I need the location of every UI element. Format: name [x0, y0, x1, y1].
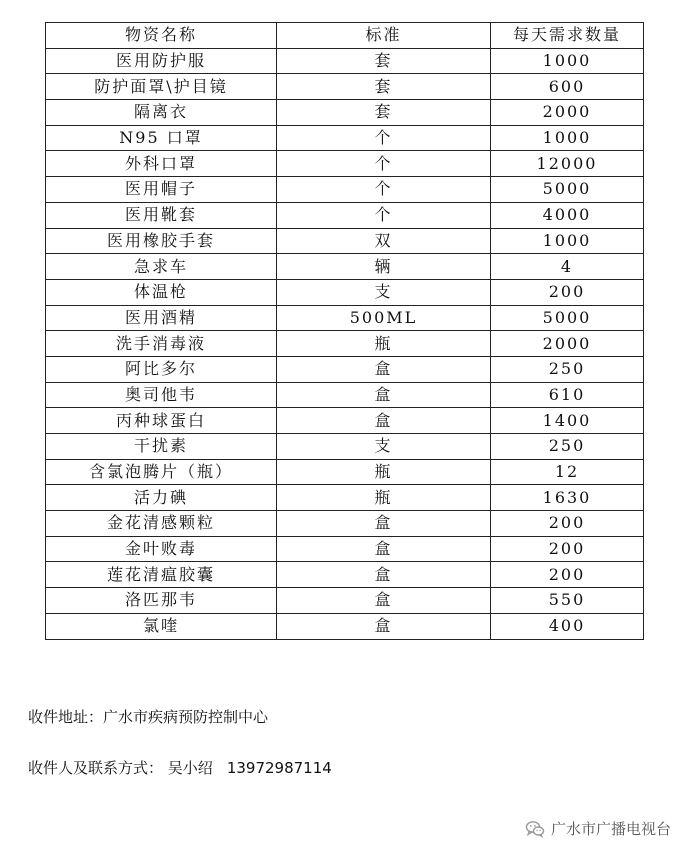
cell-standard: 个	[277, 177, 491, 203]
cell-daily-quantity: 1000	[491, 48, 644, 74]
supplies-table	[45, 22, 644, 640]
table-row	[46, 511, 644, 537]
table-row	[46, 279, 644, 305]
table-row	[46, 536, 644, 562]
table-row	[46, 434, 644, 460]
table-body	[46, 48, 644, 639]
cell-standard: 盒	[277, 588, 491, 614]
cell-standard: 个	[277, 125, 491, 151]
contact-name: 吴小绍	[167, 759, 213, 777]
cell-standard: 辆	[277, 254, 491, 280]
cell-daily-quantity: 200	[491, 536, 644, 562]
cell-daily-quantity: 12	[491, 459, 644, 485]
cell-item-name: 丙种球蛋白	[46, 408, 277, 434]
cell-daily-quantity: 4	[491, 254, 644, 280]
cell-standard: 个	[277, 202, 491, 228]
cell-standard: 支	[277, 279, 491, 305]
cell-daily-quantity: 250	[491, 356, 644, 382]
cell-item-name: N95 口罩	[46, 125, 277, 151]
cell-daily-quantity: 200	[491, 279, 644, 305]
table-row	[46, 228, 644, 254]
cell-daily-quantity: 1630	[491, 485, 644, 511]
cell-daily-quantity: 600	[491, 74, 644, 100]
cell-standard: 套	[277, 74, 491, 100]
cell-item-name: 金花清感颗粒	[46, 511, 277, 537]
table-header-row	[46, 23, 644, 49]
cell-daily-quantity: 5000	[491, 177, 644, 203]
table-row	[46, 125, 644, 151]
cell-item-name: 医用酒精	[46, 305, 277, 331]
cell-item-name: 医用靴套	[46, 202, 277, 228]
watermark	[525, 818, 671, 839]
watermark-text: 广水市广播电视台	[550, 820, 671, 838]
cell-daily-quantity: 2000	[491, 100, 644, 126]
cell-item-name: 医用橡胶手套	[46, 228, 277, 254]
cell-item-name: 医用防护服	[46, 48, 277, 74]
cell-daily-quantity: 200	[491, 511, 644, 537]
cell-standard: 双	[277, 228, 491, 254]
table-row	[46, 100, 644, 126]
contact-label: 收件人及联系方式：	[28, 759, 164, 777]
cell-standard: 个	[277, 151, 491, 177]
cell-daily-quantity: 250	[491, 434, 644, 460]
cell-item-name: 外科口罩	[46, 151, 277, 177]
cell-standard: 盒	[277, 356, 491, 382]
cell-standard: 瓶	[277, 485, 491, 511]
table-row	[46, 151, 644, 177]
table-row	[46, 459, 644, 485]
cell-item-name: 活力碘	[46, 485, 277, 511]
shipping-address	[28, 706, 268, 727]
table-row	[46, 588, 644, 614]
cell-item-name: 莲花清瘟胶囊	[46, 562, 277, 588]
table-row	[46, 177, 644, 203]
table-row	[46, 48, 644, 74]
cell-daily-quantity: 1000	[491, 125, 644, 151]
cell-standard: 盒	[277, 562, 491, 588]
cell-item-name: 洛匹那韦	[46, 588, 277, 614]
table-row	[46, 562, 644, 588]
table-row	[46, 356, 644, 382]
table-row	[46, 613, 644, 639]
cell-daily-quantity: 610	[491, 382, 644, 408]
cell-item-name: 奥司他韦	[46, 382, 277, 408]
contact-phone: 13972987114	[226, 759, 332, 777]
cell-daily-quantity: 4000	[491, 202, 644, 228]
cell-standard: 500ML	[277, 305, 491, 331]
cell-standard: 盒	[277, 511, 491, 537]
cell-item-name: 防护面罩\护目镜	[46, 74, 277, 100]
cell-standard: 支	[277, 434, 491, 460]
cell-item-name: 隔离衣	[46, 100, 277, 126]
header-item-name: 物资名称	[46, 23, 277, 49]
table-row	[46, 74, 644, 100]
table-row	[46, 485, 644, 511]
table-row	[46, 202, 644, 228]
table-row	[46, 382, 644, 408]
cell-standard: 盒	[277, 382, 491, 408]
cell-item-name: 含氯泡腾片（瓶）	[46, 459, 277, 485]
cell-item-name: 阿比多尔	[46, 356, 277, 382]
cell-daily-quantity: 1400	[491, 408, 644, 434]
cell-daily-quantity: 1000	[491, 228, 644, 254]
cell-standard: 瓶	[277, 459, 491, 485]
cell-daily-quantity: 550	[491, 588, 644, 614]
table-row	[46, 408, 644, 434]
cell-standard: 套	[277, 48, 491, 74]
cell-standard: 瓶	[277, 331, 491, 357]
recipient-contact	[28, 757, 332, 778]
cell-standard: 套	[277, 100, 491, 126]
header-standard: 标准	[277, 23, 491, 49]
table-row	[46, 305, 644, 331]
cell-daily-quantity: 5000	[491, 305, 644, 331]
address-label: 收件地址：	[28, 708, 104, 726]
cell-standard: 盒	[277, 408, 491, 434]
table-row	[46, 254, 644, 280]
cell-daily-quantity: 200	[491, 562, 644, 588]
wechat-icon	[525, 820, 545, 838]
cell-daily-quantity: 400	[491, 613, 644, 639]
table-row	[46, 331, 644, 357]
cell-item-name: 金叶败毒	[46, 536, 277, 562]
cell-item-name: 氯喹	[46, 613, 277, 639]
cell-daily-quantity: 12000	[491, 151, 644, 177]
cell-item-name: 洗手消毒液	[46, 331, 277, 357]
cell-item-name: 医用帽子	[46, 177, 277, 203]
cell-daily-quantity: 2000	[491, 331, 644, 357]
cell-standard: 盒	[277, 536, 491, 562]
header-daily-quantity: 每天需求数量	[491, 23, 644, 49]
address-value: 广水市疾病预防控制中心	[103, 708, 269, 726]
cell-item-name: 急求车	[46, 254, 277, 280]
cell-item-name: 干扰素	[46, 434, 277, 460]
cell-standard: 盒	[277, 613, 491, 639]
cell-item-name: 体温枪	[46, 279, 277, 305]
